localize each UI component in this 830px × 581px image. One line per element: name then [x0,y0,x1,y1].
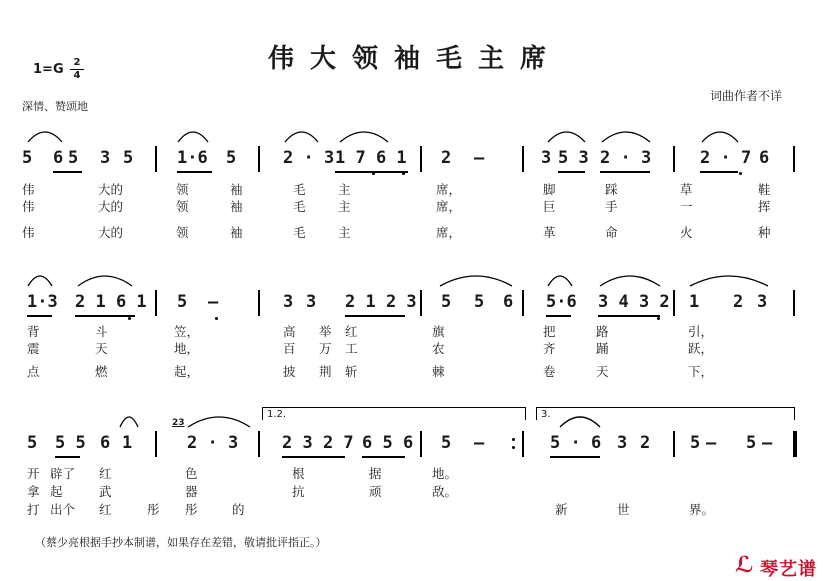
lyric-syllable: 草 [680,182,693,197]
lyric-syllable: 袖 [230,225,243,240]
lyric-syllable: 伟 [22,182,35,197]
volta-bracket [262,407,526,420]
note-group: 6 [100,433,111,453]
lyric-syllable: 伟 [22,199,35,214]
lyric-syllable: 彤 [185,502,198,517]
note-group: 3 [617,433,628,453]
lyric-syllable: 领 [176,199,189,214]
song-title: 伟大领袖毛主席 [267,44,562,74]
lyric-syllable: 红 [345,324,358,339]
note-group: 2 · 3 [187,433,239,453]
lyric-syllable: 一 [680,199,693,214]
lyric-syllable: 世 [617,502,630,517]
lyric-syllable: 高 [283,324,296,339]
note-group: — [706,433,717,453]
volta-label: 1.2. [267,409,287,420]
note-group: 1·3 [27,292,58,312]
credit-line: 词曲作者不详 [710,89,783,103]
time-signature-bottom: 4 [73,70,81,81]
note-group: 5 [746,433,757,453]
slur-arc [120,417,138,427]
lyric-syllable: 起， [174,364,200,379]
note-group: 3 [541,148,552,168]
volta-label: 3. [541,409,551,420]
note-group: 2 [640,433,651,453]
repeat-dot [512,438,515,441]
lyric-syllable: 背 [27,324,40,339]
time-signature-top: 2 [73,57,81,68]
lyric-syllable: 毛 [293,225,306,240]
lyric-syllable: 棘 [432,364,445,379]
lyric-syllable: 彤 [147,502,160,517]
lyric-syllable: 领 [176,182,189,197]
lyric-syllable: 袖 [230,182,243,197]
note-group: — [208,292,219,312]
lyric-syllable: 大的 [98,182,124,197]
lyric-syllable: 器 [185,484,198,499]
lyric-syllable: 披 [283,364,296,379]
note-group: 1 [689,292,700,312]
lyric-syllable: 点 [27,364,40,379]
lyric-syllable: 巨 [543,199,556,214]
lyric-syllable: 武 [99,484,112,499]
footnote: （蔡少亮根据手抄本制谱，如果存在差错，敬请批评指正。） [35,536,327,549]
note-group: 5 3 [558,148,589,168]
lyric-syllable: 新 [555,502,568,517]
lyric-syllable: 大的 [98,199,124,214]
lyric-syllable: 根 [292,466,305,481]
lyric-syllable: 种 [758,225,771,240]
key-signature: 1=G [33,62,64,77]
grace-note: 23 [172,418,185,428]
note-group: 1 7 6 1 [335,148,407,168]
lyric-syllable: 工 [345,341,358,356]
lyric-syllable: 领 [176,225,189,240]
lyric-syllable: 席， [436,199,462,214]
lyric-syllable: 农 [432,341,445,356]
lyric-syllable: 界。 [689,502,715,517]
lyric-syllable: 辟了 [50,466,76,481]
note-group: 2 · 3 [283,148,335,168]
lyric-syllable: 红 [99,466,112,481]
watermark-text: 琴艺谱 [760,559,817,580]
note-group: 1 [122,433,133,453]
tempo-marking: 深情、赞颂地 [22,100,88,113]
note-group: 1·6 [177,148,208,168]
lyric-syllable: 顽 [369,484,382,499]
lyric-syllable: 挥 [758,199,771,214]
lyric-syllable: 主 [338,182,351,197]
lyric-syllable: 齐 [543,341,556,356]
lyric-syllable: 踩 [605,182,618,197]
note-group: 5 · 6 [550,433,602,453]
lyric-syllable: 毛 [293,199,306,214]
note-group: 6 [503,292,514,312]
note-group: 5 [68,148,79,168]
note-group: 5 5 [55,433,86,453]
octave-dot [215,317,218,320]
lyric-syllable: 席， [436,182,462,197]
lyric-syllable: 出个 [50,502,76,517]
repeat-dot [512,446,515,449]
lyric-syllable: 地。 [432,466,458,481]
volta-bracket [536,407,795,420]
note-group: 2 [733,292,744,312]
lyric-syllable: 据 [369,466,382,481]
lyric-syllable: 震 [27,341,40,356]
note-group: 5 [177,292,188,312]
lyric-syllable: 伟 [22,225,35,240]
note-group: 3 [757,292,768,312]
slur-arc [188,417,250,427]
lyric-syllable: 举 [319,324,332,339]
lyric-syllable: 开 [27,466,40,481]
lyric-syllable: 地， [174,341,200,356]
note-group: 3 4 3 2 [598,292,670,312]
note-group: 3 [100,148,111,168]
lyric-syllable: 下， [688,364,714,379]
lyric-syllable: 席， [436,225,462,240]
lyric-syllable: 百 [283,341,296,356]
lyric-syllable: 斗 [95,324,108,339]
octave-dot [657,317,660,320]
note-group: 5 [22,148,33,168]
note-group: 5·6 [546,292,577,312]
octave-dot [739,172,742,175]
lyric-syllable: 鞋 [758,182,771,197]
note-group: 2 · 3 [600,148,652,168]
lyric-syllable: 把 [543,324,556,339]
lyric-syllable: 荆 [319,364,332,379]
lyric-syllable: 斩 [345,364,358,379]
note-group: 3 [306,292,317,312]
lyric-syllable: 革 [543,225,556,240]
note-group: 2 1 2 3 [345,292,417,312]
octave-dot [128,317,131,320]
note-group: — [474,433,485,453]
lyric-syllable: 主 [338,225,351,240]
lyric-syllable: 笠， [174,324,200,339]
note-group: — [474,148,485,168]
lyric-syllable: 的 [232,502,245,517]
note-group: 2 · 7 [700,148,752,168]
octave-dot [372,172,375,175]
note-group: 5 [441,292,452,312]
note-group: — [762,433,773,453]
lyric-syllable: 打 [27,502,40,517]
lyric-syllable: 拿 [27,484,40,499]
lyric-syllable: 大的 [98,225,124,240]
lyric-syllable: 旗 [432,324,445,339]
lyric-syllable: 燃 [95,364,108,379]
lyric-syllable: 天 [596,364,609,379]
lyric-syllable: 抗 [292,484,305,499]
lyric-syllable: 主 [338,199,351,214]
note-group: 6 5 6 [362,433,414,453]
lyric-syllable: 毛 [293,182,306,197]
note-group: 5 [226,148,237,168]
note-group: 5 [27,433,38,453]
note-group: 5 [690,433,701,453]
lyric-syllable: 踊 [596,341,609,356]
lyric-syllable: 起 [50,484,63,499]
lyric-syllable: 万 [319,341,332,356]
lyric-syllable: 卷 [543,364,556,379]
note-group: 5 [441,433,452,453]
lyric-syllable: 跃， [688,341,714,356]
note-group: 5 [474,292,485,312]
lyric-syllable: 路 [596,324,609,339]
note-group: 5 [123,148,134,168]
note-group: 6 [759,148,770,168]
lyric-syllable: 袖 [230,199,243,214]
note-group: 3 [283,292,294,312]
lyric-syllable: 手 [605,199,618,214]
lyric-syllable: 火 [680,225,693,240]
lyric-syllable: 红 [99,502,112,517]
lyric-syllable: 敌。 [432,484,458,499]
note-group: 2 1 6 1 [75,292,147,312]
logo-icon: ℒ [735,553,754,578]
note-group: 6 [53,148,64,168]
lyric-syllable: 脚 [543,182,556,197]
lyric-syllable: 命 [605,225,618,240]
note-group: 2 [441,148,452,168]
octave-dot [402,172,405,175]
lyric-syllable: 天 [95,341,108,356]
lyric-syllable: 引， [688,324,714,339]
lyric-syllable: 色 [185,466,198,481]
note-group: 2 3 2 7 [282,433,354,453]
